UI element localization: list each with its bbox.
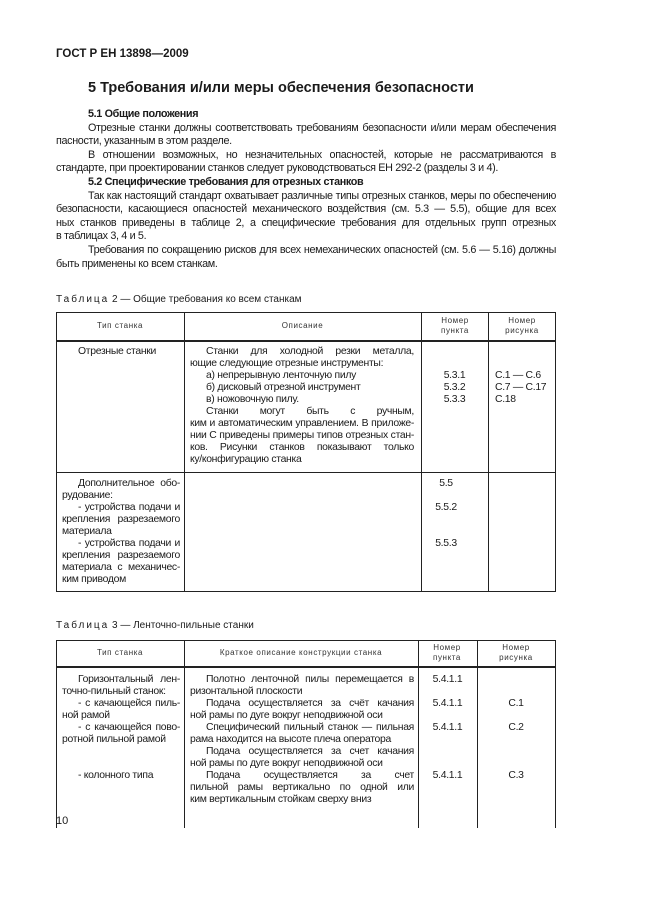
cell-value: С.1 — С.6 <box>495 370 541 381</box>
text-line: рама находится на высоте плеча оператора <box>190 734 391 745</box>
cell-value: 5.5 <box>439 478 453 489</box>
text-line: 5.1 Общие положения <box>88 108 199 120</box>
text-line: Станки для холодной резки металла, <box>206 346 414 357</box>
cell-value <box>495 346 555 358</box>
table2-header-description: Описание <box>281 321 324 330</box>
text-line: Отрезные станки должны соответствовать требованиям безопасности и/или мерам обеспечения <box>88 121 556 134</box>
text-line: 5.2 Специфические требования для отрезных станков <box>88 175 364 188</box>
cell-value <box>477 674 555 686</box>
text-line: ной рамой <box>62 710 110 721</box>
cell-value: 5.3.3 <box>443 394 466 405</box>
text-line: ных станков приведены в таблице 2, а специфические требования для отдельных групп отрезных <box>56 216 556 229</box>
caption-text: 2 — Общие требования ко всем станкам <box>109 294 302 305</box>
text-line: Станки могут быть с ручным, <box>206 406 414 417</box>
cell-value <box>495 358 555 370</box>
cell-value <box>477 686 555 698</box>
cell-value <box>477 734 555 746</box>
text-line: Подача осуществляется за счет качания <box>206 746 414 757</box>
text-line: ротной пильной рамой <box>62 734 166 745</box>
text-line: Так как настоящий стандарт охватывает различные типы отрезных станков, меры по обеспечению <box>88 189 556 202</box>
text-line: Подача осуществляется за счёт качания <box>206 698 414 709</box>
cell-value: С.2 <box>508 722 524 733</box>
table3-caption <box>56 620 254 632</box>
table2-caption <box>56 294 302 306</box>
text-line: пильной рамы вертикально по одной или <box>190 782 414 793</box>
cell-value <box>421 358 488 370</box>
text-line: быть применены ко всем станкам. <box>56 257 218 270</box>
cell-value <box>418 734 477 746</box>
table3-header-type: Тип станка <box>96 648 144 657</box>
text-line: точно-пильный станок: <box>62 686 166 697</box>
text-line: - с качающейся пово- <box>78 722 180 733</box>
text-line: в) ножовочную пилу. <box>206 394 299 405</box>
text-line: В отношении возможных, но незначительных опасностей, которые не рассматриваются в <box>88 148 556 161</box>
text-line: - устройства подачи и <box>78 502 180 513</box>
cell-value <box>418 746 477 758</box>
text-line: безопасности, касающиеся опасностей механического воздействия (см. 5.3 — 5.5), общие для всех <box>56 203 556 216</box>
text-line: - колонного типа <box>78 770 154 781</box>
cell-value <box>421 526 471 538</box>
cell-value <box>421 490 471 502</box>
text-line: ризонтальной плоскости <box>190 686 303 697</box>
text-line: ной рамы по дуге вокруг неподвижной оси <box>190 758 383 769</box>
text-line: стандарте, при проектировании станков следует руководствоваться ЕН 292-2 (разделы 3 и 4). <box>56 162 498 175</box>
cell-value: С.3 <box>508 770 524 781</box>
text-line: - устройства подачи и <box>78 538 180 549</box>
table2-row1-figure <box>495 346 555 406</box>
text-line: ким приводом <box>62 574 126 585</box>
text-line: ку/конфигурацию станка <box>190 454 302 465</box>
table3-header-clause: Номер пункта <box>433 643 461 662</box>
cell-value: С.1 <box>508 698 524 709</box>
cell-value <box>477 746 555 758</box>
text-line: ющие следующие отрезные инструменты: <box>190 358 384 369</box>
document-code: ГОСТ Р ЕН 13898—2009 <box>56 48 189 60</box>
text-line: ким вертикальным стойкам сверху вниз <box>190 794 372 805</box>
text-line: крепления разрезаемого <box>62 514 180 525</box>
cell-value: 5.3.2 <box>443 382 466 393</box>
table3-clause-column <box>418 674 477 782</box>
table2-row2-type <box>62 478 180 586</box>
table2-row2-clause <box>421 478 471 550</box>
text-line: - с качающейся пиль- <box>78 698 180 709</box>
text-line: рудование: <box>62 490 113 501</box>
text-line: крепления разрезаемого <box>62 550 180 561</box>
text-line: ким и автоматическим управлением. В приложе- <box>190 418 414 429</box>
text-line: ков. Рисунки станков показывают только <box>190 442 414 453</box>
cell-value <box>477 710 555 722</box>
section-title: 5 Требования и/или меры обеспечения безопасности <box>88 80 474 96</box>
caption-text: 3 — Ленточно-пильные станки <box>109 620 254 631</box>
text-line: а) непрерывную ленточную пилу <box>206 370 356 381</box>
text-line: ной рамы по дуге вокруг неподвижной оси <box>190 710 383 721</box>
cell-value: 5.4.1.1 <box>432 698 463 709</box>
cell-value: 5.4.1.1 <box>432 674 463 685</box>
cell-value <box>418 710 477 722</box>
cell-value <box>418 758 477 770</box>
table2-row1-type <box>62 346 180 358</box>
table3-figure-column <box>477 674 555 782</box>
text-line: Полотно ленточной пилы перемещается в <box>206 674 414 685</box>
page-number: 10 <box>56 815 69 827</box>
text-line <box>62 758 180 770</box>
table2-header-clause: Номер пункта <box>441 316 469 335</box>
text-line: Требования по сокращению рисков для всех немеханических опасностей (см. 5.6 — 5.16) должны <box>88 243 556 256</box>
text-line: Специфический пильный станок — пильная <box>206 722 414 733</box>
table2-header-figure: Номер рисунка <box>505 316 539 335</box>
cell-value <box>421 346 488 358</box>
table2-row1-description <box>190 346 414 466</box>
caption-prefix: Таблица <box>56 294 110 305</box>
cell-value <box>477 758 555 770</box>
table3-header-figure: Номер рисунка <box>499 643 533 662</box>
cell-value: 5.5.3 <box>435 538 457 549</box>
body-text <box>56 108 556 271</box>
text-line: нии С приведены примеры типов отрезных стан- <box>190 430 414 441</box>
text-line: Дополнительное обо- <box>78 478 180 489</box>
cell-value: С.18 <box>495 394 516 405</box>
table2-header-type: Тип станка <box>96 321 144 330</box>
cell-value: С.7 — С.17 <box>495 382 547 393</box>
cell-value <box>418 686 477 698</box>
cell-value: 5.4.1.1 <box>432 722 463 733</box>
text-line: Подача осуществляется за счет <box>206 770 414 781</box>
text-line: Отрезные станки <box>78 346 157 357</box>
cell-value <box>421 514 471 526</box>
cell-value: 5.5.2 <box>435 502 457 513</box>
cell-value: 5.3.1 <box>443 370 466 381</box>
table3-header-description: Краткое описание конструкции станка <box>219 648 383 657</box>
text-line: пасности, указанным в этом разделе. <box>56 135 232 148</box>
caption-prefix: Таблица <box>56 620 110 631</box>
text-line: материала с механичес- <box>62 562 180 573</box>
table2-row1-clause <box>421 346 488 406</box>
text-line: в таблицах 3, 4 и 5. <box>56 230 147 243</box>
text-line <box>62 746 180 758</box>
table3-description-column <box>190 674 414 806</box>
text-line: Горизонтальный лен- <box>78 674 180 685</box>
table3-type-column <box>62 674 180 782</box>
text-line: б) дисковый отрезной инструмент <box>206 382 361 393</box>
cell-value: 5.4.1.1 <box>432 770 463 781</box>
text-line: материала <box>62 526 112 537</box>
